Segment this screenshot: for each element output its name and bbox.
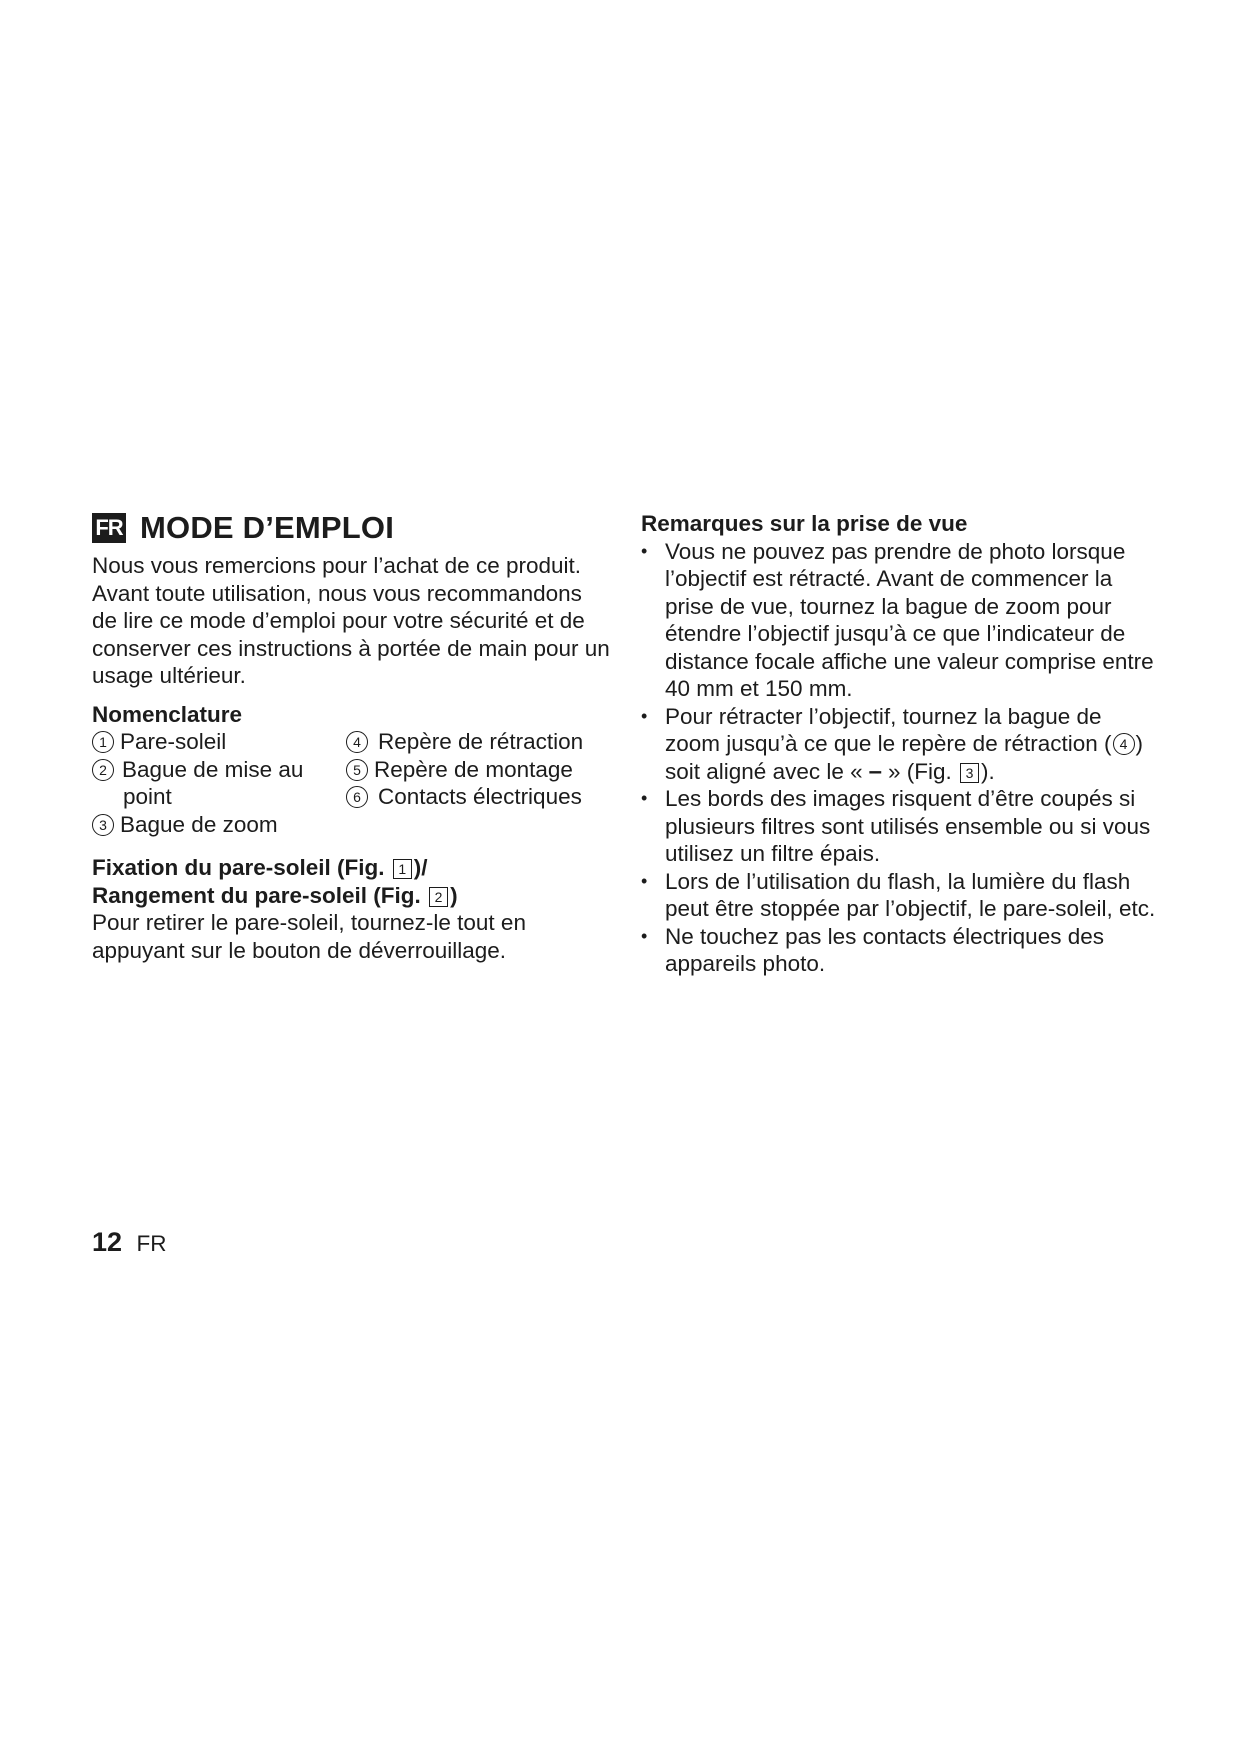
list-item: • Les bords des images risquent d’être coupés si plusieurs filtres sont utilisés ensemble ou si vous utilisez un filtre épais. [641, 785, 1161, 868]
number-6-icon: 6 [346, 786, 368, 808]
nomenclature-list [92, 728, 612, 840]
nomenclature-item: 6 Contacts électriques [346, 783, 582, 811]
nomenclature-item: 1 Pare-soleil [92, 728, 226, 756]
nomenclature-item: 4 Repère de rétraction [346, 728, 583, 756]
footer-language: FR [136, 1231, 167, 1256]
list-item: • Vous ne pouvez pas prendre de photo lorsque l’objectif est rétracté. Avant de commencer la prise de vue, tournez la bague de zoom pour étendre l’objectif jusqu’à ce que l’indicateur de distance focale affiche une valeur comprise entre 40 mm et 150 mm. [641, 538, 1161, 703]
nomenclature-item: 2 Bague de mise au [92, 756, 303, 784]
remarks-heading: Remarques sur la prise de vue [641, 511, 968, 536]
page-footer [92, 1227, 167, 1258]
fixation-paragraph: Pour retirer le pare-soleil, tournez-le tout en appuyant sur le bouton de déverrouillage. [92, 910, 526, 963]
retraction-mark-icon: – [868, 757, 882, 785]
list-item: • Ne touchez pas les contacts électriques des appareils photo. [641, 923, 1161, 978]
page-title: MODE D’EMPLOI [140, 510, 395, 545]
number-4-icon: 4 [346, 731, 368, 753]
right-column [641, 510, 1161, 978]
remarks-list [641, 538, 1161, 978]
list-item: • Pour rétracter l’objectif, tournez la bague de zoom jusqu’à ce que le repère de rétraction ( 4 ) soit aligné avec le « – » (Fig. 3 ). [641, 703, 1161, 786]
page-number: 12 [92, 1227, 123, 1257]
number-1-icon: 1 [92, 731, 114, 753]
fixation-heading: Fixation du pare-soleil (Fig. 1 )/ [92, 855, 428, 880]
nomenclature-item-continued: point [123, 784, 172, 809]
number-5-icon: 5 [346, 759, 368, 781]
number-3-icon: 3 [92, 814, 114, 836]
left-column [92, 510, 612, 964]
rangement-heading: Rangement du pare-soleil (Fig. 2 ) [92, 882, 458, 908]
nomenclature-item: 5 Repère de montage [346, 756, 573, 784]
section-title [92, 510, 612, 546]
figure-2-icon: 2 [429, 887, 448, 907]
figure-3-icon: 3 [960, 763, 979, 783]
number-4-icon: 4 [1113, 733, 1135, 755]
list-item: • Lors de l’utilisation du flash, la lumière du flash peut être stoppée par l’objectif, le pare-soleil, etc. [641, 868, 1161, 923]
nomenclature-item: 3 Bague de zoom [92, 811, 278, 839]
nomenclature-heading: Nomenclature [92, 701, 243, 727]
number-2-icon: 2 [92, 759, 114, 781]
figure-1-icon: 1 [393, 859, 412, 879]
language-badge: FR [92, 513, 126, 543]
intro-paragraph: Nous vous remercions pour l’achat de ce produit. Avant toute utilisation, nous vous recommandons de lire ce mode d’emploi pour votre sécurité et de conserver ces instructions à portée de main pour un usage ultérieur. [92, 553, 610, 688]
